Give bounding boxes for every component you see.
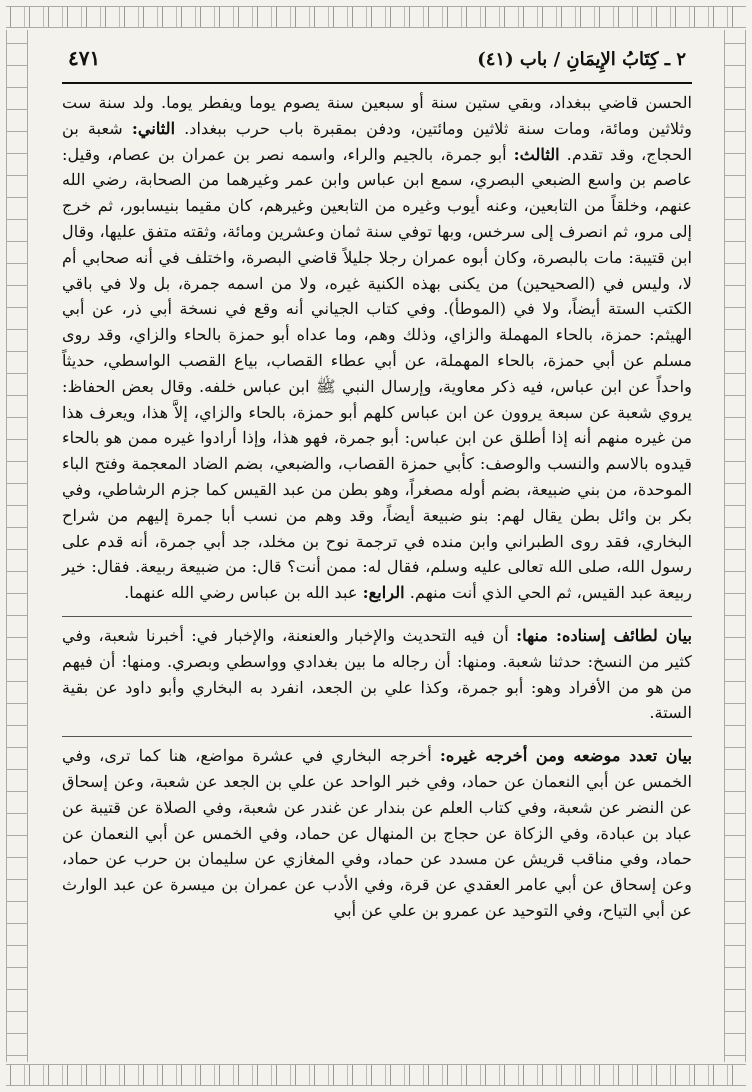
- ornamental-border-top: [6, 6, 746, 28]
- heading-third: الثالث:: [513, 144, 560, 164]
- sources-paragraph: بيان تعدد موضعه ومن أخرجه غيره: أخرجه البخاري في عشرة مواضع، هنا كما ترى، وفي الخمس عن أبي النعمان عن حماد، وفي خبر الواحد عن علي بن الجعد عن شعبة، وعن إسحاق عن النضر عن شعبة، وفي كتاب العلم عن بندار عن غندر عن شعبة، وفي الصلاة عن قتيبة عن عباد بن عبادة، وفي الزكاة عن حجاج بن المنهال عن حماد، وفي الخمس عن أبي النعمان عن حماد، وفي مناقب قريش عن مسدد عن حماد، وفي المغازي عن سليمان بن حرب عن حماد، وعن إسحاق عن أبي عامر العقدي عن قرة، وفي الأدب عن عمران بن ميسرة عن عبد الوارث عن أبي التياح، وفي التوحيد عن عمرو بن علي عن أبي: [62, 746, 693, 920]
- section-heading-isnad: بيان لطائف إسناده: منها:: [516, 625, 692, 645]
- ornamental-border-left: [6, 30, 28, 1062]
- page: [62, 46, 692, 1056]
- section-divider: [62, 616, 692, 617]
- running-title: ٢ ـ كِتَابُ الإِيمَانِ / باب (٤١): [477, 49, 686, 70]
- page-header: [62, 46, 692, 84]
- narrator-paragraph: الحسن قاضي ببغداد، وبقي ستين سنة أو سبعين سنة يصوم يوما ويفطر يوما. ولد سنة ست وثلاثين ومائة، ومات سنة ثلاثين ومائتين، ودفن بمقبرة باب حرب ببغداد. الثاني: شعبة بن الحجاج، وقد تقدم. الثالث: أبو جمرة، بالجيم والراء، واسمه نصر بن عمران بن عصام، وقيل: عاصم بن واسع الضبعي البصري، سمع ابن عباس وابن عمر وغيرهما من الصحابة، رضي الله عنهم، وخلقاً من التابعين، وعنه أيوب وغيره من التابعين وغيرهم، كان مقيما بنيسابور، ثم خرج إلى مرو، ثم انصرف إلى سرخس، وبها توفي سنة ثمان وعشرين ومائة، وثقته متفق عليها، وقال ابن قتيبة: مات بالبصرة، وكان أبوه عمران رجلا جليلاً قاضي البصرة، واختلف في أنه صحابي أم لا، وليس في (الصحيحين) من يكنى بهذه الكنية غيره، ولا من اسمه جمرة، بل ولا في باقي الكتب الستة أيضاً، ولا في (الموطأ). وفي كتاب الجياني أنه وقع في نسخة أبي ذر، عن أبي الهيثم: حمزة، بالحاء المهملة والزاي، وذلك وهم، وما عداه أبو حمزة بالحاء والزاي، وقد روى مسلم عن أبي حمزة، بالحاء المهملة، عن أبي عطاء القصاب، بياع القصب الواسطي، حديثاً واحداً عن ابن عباس، فيه ذكر معاوية، وإرسال النبي ﷺ ابن عباس خلفه. وقال بعض الحفاظ: يروي شعبة عن سبعة يروون عن ابن عباس كلهم أبو حمزة، بالحاء والزاي، إلاَّ هذا، ويعرف هذا من غيره منهم أنه إذا أطلق عن ابن عباس: أبو جمرة، فهو هذا، وإذا أرادوا غيره ممن هو بالحاء قيدوه بالاسم والنسب والوصف: كأبي حمزة القصاب، والضبعي، بضم الضاد المعجمة وفتح الباء الموحدة، من بني ضبيعة، بضم أوله مصغراً، وهو بطن من عبد القيس كما جزم الرشاطي، وفي بكر بن وائل بطن يقال لهم: بنو ضبيعة أيضاً، وقد وهم من نسب أبا جمرة إليهم من شراح البخاري، فقد روى الطبراني وابن منده في ترجمة نوح بن مخلد، جد أبي جمرة، أنه قدم على رسول الله، صلى الله تعالى عليه وسلم، فقال له: ممن أنت؟ قال: من ضبيعة ربيعة. فقال: خير ربيعة عبد القيس، ثم الحي الذي أنت منهم. الرابع: عبد الله بن عباس رضي الله عنهما.: [62, 93, 692, 603]
- heading-fourth: الرابع:: [362, 583, 405, 603]
- heading-second: الثاني:: [131, 118, 176, 138]
- ornamental-border-bottom: [6, 1064, 746, 1086]
- ornamental-border-right: [724, 30, 746, 1062]
- section-divider: [62, 736, 692, 737]
- page-number: ٤٧١: [68, 46, 101, 70]
- isnad-subtleties-paragraph: بيان لطائف إسناده: منها: أن فيه التحديث والإخبار والعنعنة، والإخبار في: أخبرنا شعبة، وفي كثير من النسخ: حدثنا شعبة. ومنها: أن رجاله ما بين بغدادي وواسطي وبصري. ومنها: أن فيهم من هو من الأفراد وهو: أبو جمرة، وكذا علي بن الجعد، انفرد به البخاري وأبو داود عن بقية الستة.: [62, 625, 692, 723]
- section-heading-sources: بيان تعدد موضعه ومن أخرجه غيره:: [439, 746, 693, 766]
